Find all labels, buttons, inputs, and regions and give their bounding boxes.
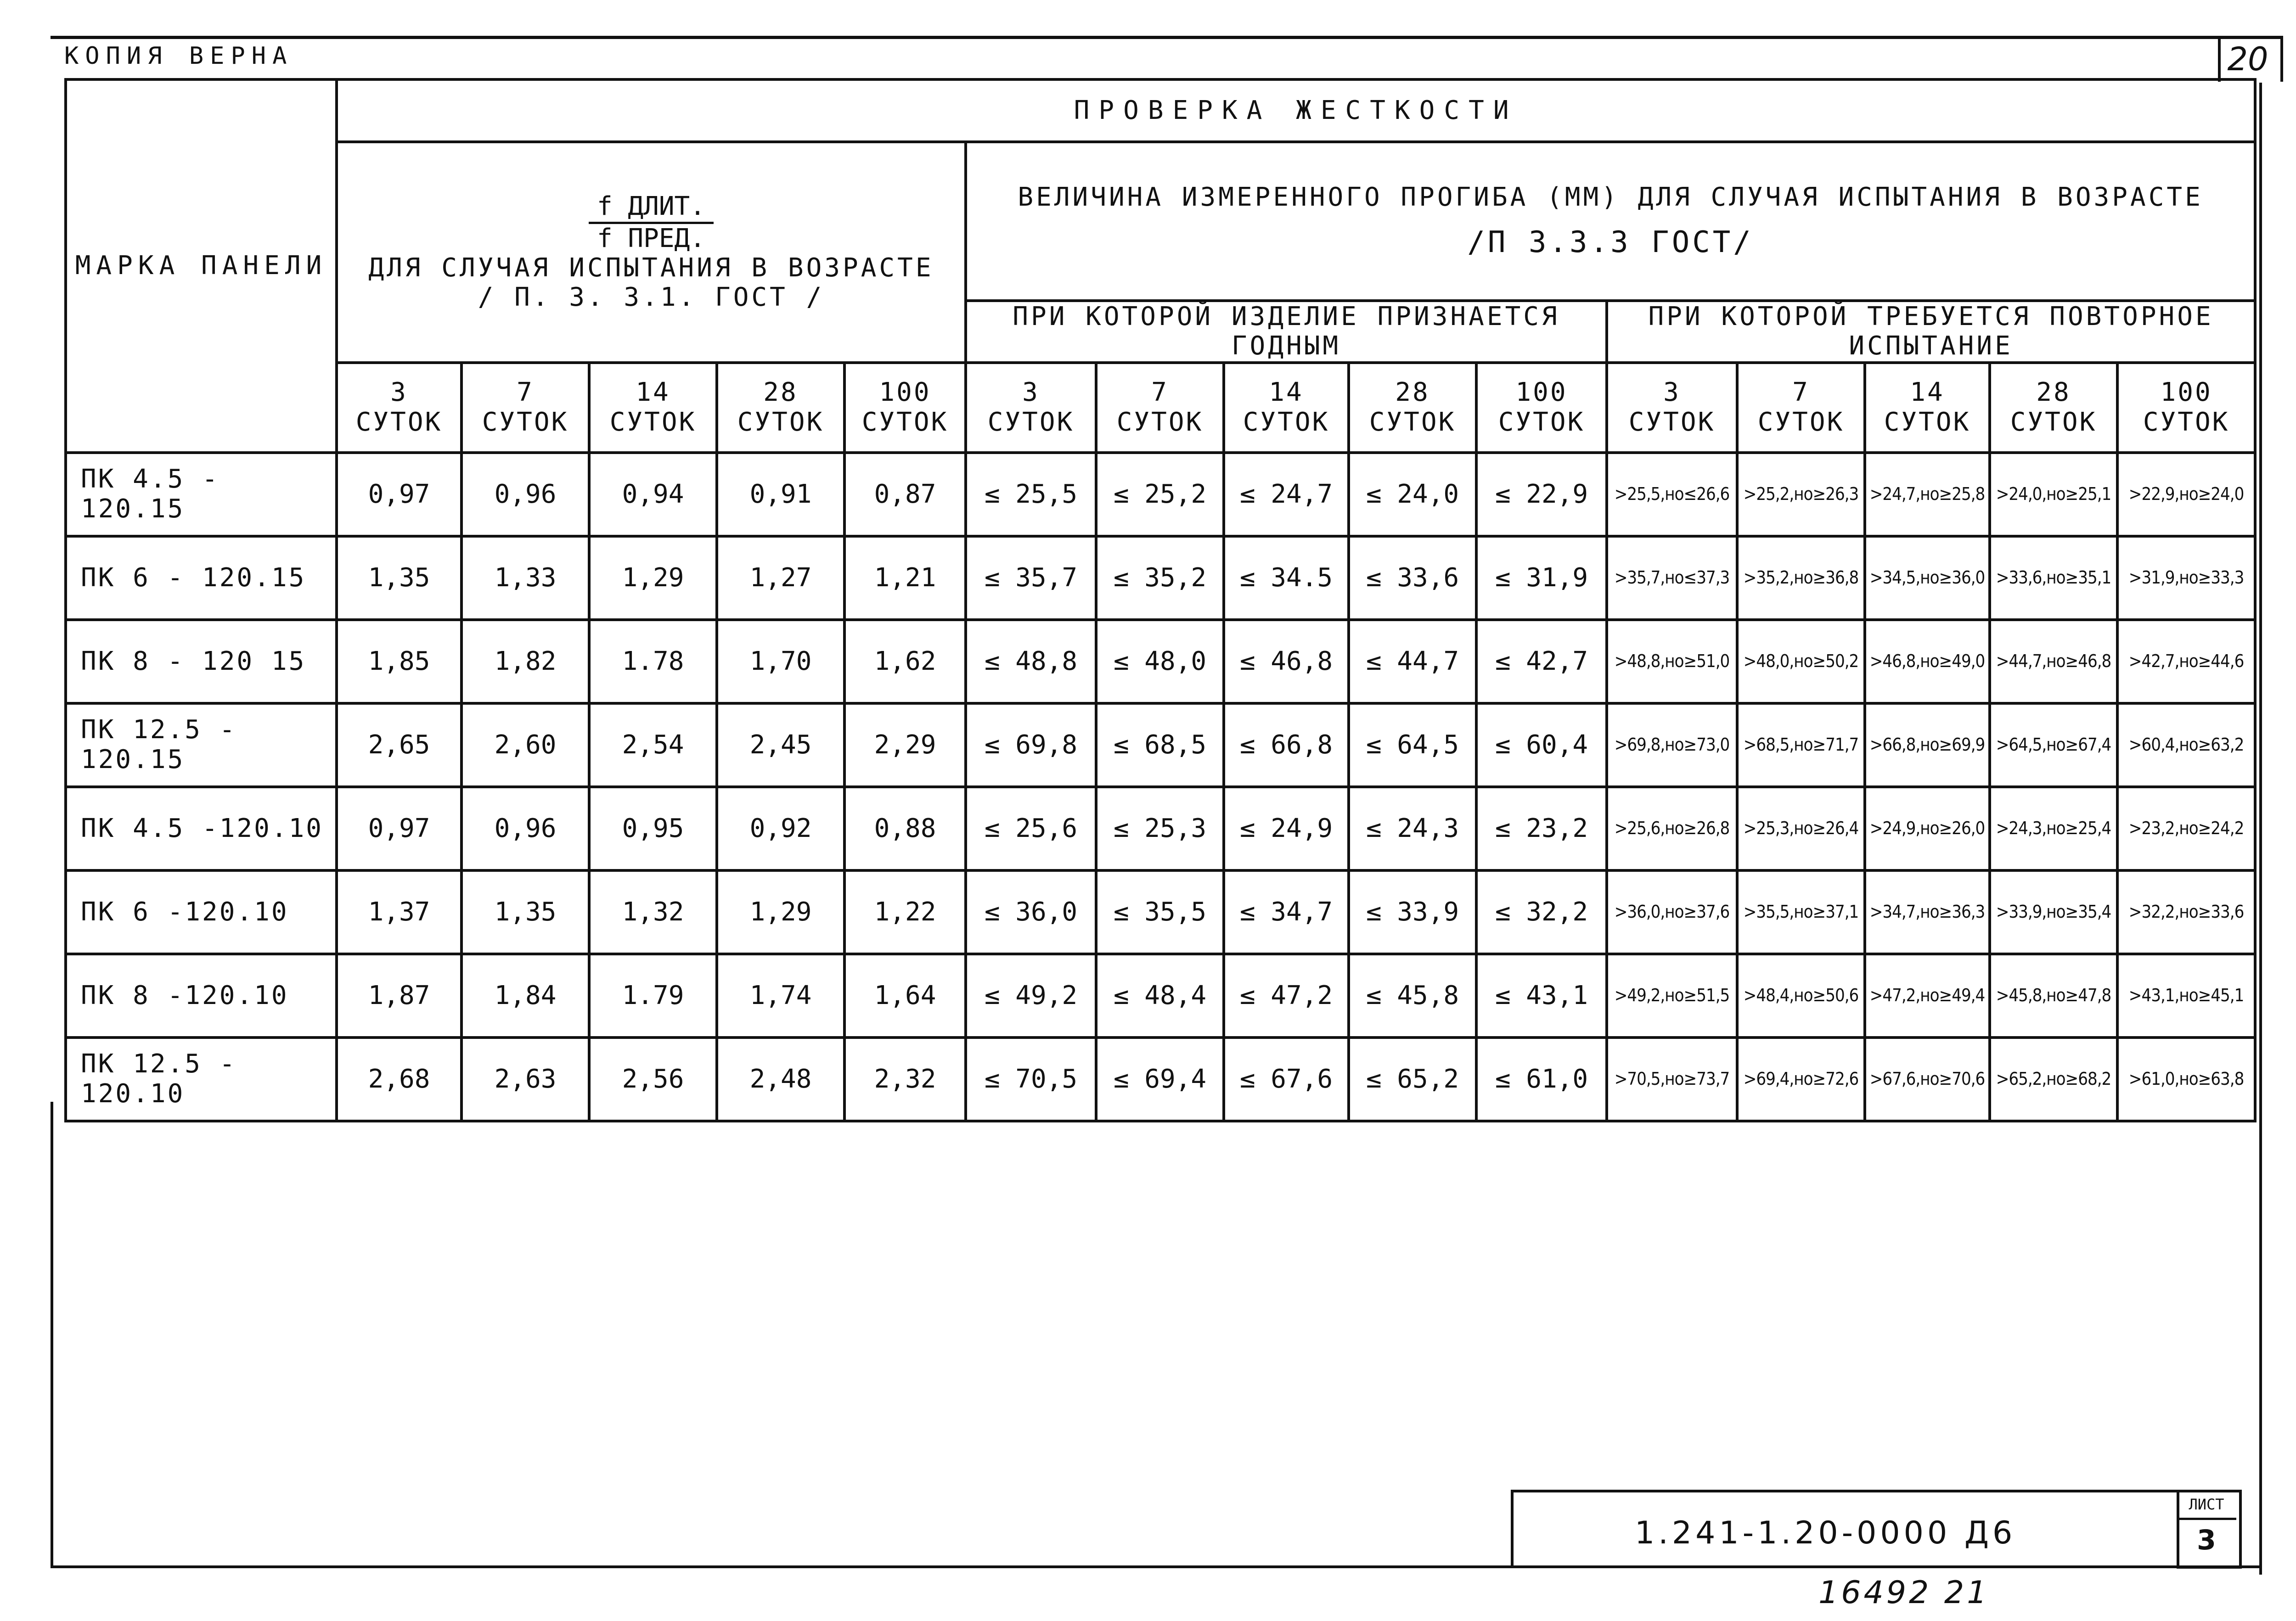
fit-cell: ≤ 47,2 [1224, 954, 1349, 1038]
fit-cell: ≤ 32,2 [1476, 870, 1607, 954]
fit-cell: ≤ 49,2 [966, 954, 1096, 1038]
day-header-cell [717, 363, 844, 453]
ratio-denominator: f ПРЕД. [597, 223, 705, 253]
table-row [66, 536, 2255, 620]
ratio-cell: 1,22 [844, 870, 966, 954]
ratio-cell: 0,92 [717, 787, 844, 870]
ratio-cell: 2,48 [717, 1038, 844, 1121]
day-number: 14 [1269, 377, 1304, 408]
fit-cell: ≤ 31,9 [1476, 536, 1607, 620]
ratio-cell: 0,96 [461, 787, 589, 870]
retest-cell: >43,1,но≥45,1 [2117, 954, 2255, 1038]
ratio-cell: 1,70 [717, 620, 844, 703]
ratio-cell: 1,29 [717, 870, 844, 954]
fit-cell: ≤ 24,3 [1349, 787, 1476, 870]
ratio-cell: 0,97 [337, 453, 461, 536]
retest-cell: >67,6,но≥70,6 [1865, 1038, 1990, 1121]
day-number: 14 [636, 377, 670, 408]
day-number: 28 [2036, 377, 2071, 408]
day-header-cell [1737, 363, 1865, 453]
day-header-cell [461, 363, 589, 453]
ratio-cell: 1,85 [337, 620, 461, 703]
fit-cell: ≤ 68,5 [1096, 703, 1224, 787]
ratio-cell: 2,29 [844, 703, 966, 787]
deflection-title: ВЕЛИЧИНА ИЗМЕРЕННОГО ПРОГИБА (ММ) ДЛЯ СЛУЧАЯ ИСПЫТАНИЯ В ВОЗРАСТЕ [1018, 182, 2203, 212]
ratio-cell: 0,97 [337, 787, 461, 870]
retest-cell: >24,9,но≥26,0 [1865, 787, 1990, 870]
ratio-cell: 0,87 [844, 453, 966, 536]
retest-cell: >25,3,но≥26,4 [1737, 787, 1865, 870]
ratio-cell: 0,94 [589, 453, 717, 536]
retest-cell: >33,6,но≥35,1 [1990, 536, 2117, 620]
day-header-cell [337, 363, 461, 453]
day-unit: СУТОК [609, 407, 697, 437]
retest-cell: >70,5,но≥73,7 [1607, 1038, 1737, 1121]
page-number: 20 [2227, 40, 2268, 78]
ratio-cell: 1,35 [337, 536, 461, 620]
ratio-fraction [589, 192, 714, 253]
retest-cell: >24,3,но≥25,4 [1990, 787, 2117, 870]
retest-cell: >48,8,но≥51,0 [1607, 620, 1737, 703]
stiffness-title: ПРОВЕРКА ЖЕСТКОСТИ [337, 79, 2255, 142]
group-fit-header: ПРИ КОТОРОЙ ИЗДЕЛИЕ ПРИЗНАЕТСЯ ГОДНЫМ [966, 301, 1607, 363]
ratio-cell: 1.79 [589, 954, 717, 1038]
table-row [66, 453, 2255, 536]
retest-cell: >65,2,но≥68,2 [1990, 1038, 2117, 1121]
ratio-numerator: f ДЛИТ. [589, 192, 714, 224]
day-number: 7 [1792, 377, 1810, 408]
day-header-cell [589, 363, 717, 453]
day-unit: СУТОК [482, 407, 569, 437]
fit-cell: ≤ 34.5 [1224, 536, 1349, 620]
ratio-cell: 1,87 [337, 954, 461, 1038]
fit-cell: ≤ 69,4 [1096, 1038, 1224, 1121]
fit-cell: ≤ 22,9 [1476, 453, 1607, 536]
sheet-number: 3 [2197, 1524, 2216, 1556]
ratio-cell: 2,45 [717, 703, 844, 787]
fit-cell: ≤ 48,4 [1096, 954, 1224, 1038]
ratio-cell: 1,35 [461, 870, 589, 954]
retest-cell: >24,0,но≥25,1 [1990, 453, 2117, 536]
day-number: 100 [879, 377, 931, 408]
ratio-cell: 2,65 [337, 703, 461, 787]
retest-cell: >25,2,но≥26,3 [1737, 453, 1865, 536]
day-number: 28 [763, 377, 798, 408]
stiffness-table [64, 78, 2257, 1122]
day-number: 7 [517, 377, 534, 408]
fit-cell: ≤ 34,7 [1224, 870, 1349, 954]
ratio-cell: 1,32 [589, 870, 717, 954]
frame-left-border [51, 1102, 53, 1565]
retest-cell: >31,9,но≥33,3 [2117, 536, 2255, 620]
ratio-cell: 1,21 [844, 536, 966, 620]
fit-cell: ≤ 33,6 [1349, 536, 1476, 620]
day-number: 100 [1515, 377, 1568, 408]
fit-cell: ≤ 36,0 [966, 870, 1096, 954]
document-code: 1.241-1.20-0000 Д6 [1635, 1515, 2016, 1551]
copy-note: КОПИЯ ВЕРНА [64, 42, 293, 70]
day-header-cell [966, 363, 1096, 453]
sheet-label: ЛИСТ [2177, 1491, 2236, 1520]
retest-cell: >49,2,но≥51,5 [1607, 954, 1737, 1038]
day-unit: СУТОК [987, 407, 1075, 437]
ratio-cell: 2,32 [844, 1038, 966, 1121]
fit-cell: ≤ 24,7 [1224, 453, 1349, 536]
retest-cell: >45,8,но≥47,8 [1990, 954, 2117, 1038]
retest-cell: >35,5,но≥37,1 [1737, 870, 1865, 954]
day-unit: СУТОК [2143, 407, 2230, 437]
fit-cell: ≤ 24,9 [1224, 787, 1349, 870]
day-header-row [66, 363, 2255, 453]
fit-cell: ≤ 42,7 [1476, 620, 1607, 703]
ratio-cell: 2,56 [589, 1038, 717, 1121]
ratio-header [337, 142, 966, 363]
fit-cell: ≤ 69,8 [966, 703, 1096, 787]
panel-mark-cell: ПК 6 -120.10 [66, 870, 337, 954]
fit-cell: ≤ 60,4 [1476, 703, 1607, 787]
panel-mark-cell: ПК 6 - 120.15 [66, 536, 337, 620]
table-row [66, 703, 2255, 787]
retest-cell: >68,5,но≥71,7 [1737, 703, 1865, 787]
panel-mark-cell: ПК 8 -120.10 [66, 954, 337, 1038]
panel-mark-cell: ПК 4.5 - 120.15 [66, 453, 337, 536]
fit-cell: ≤ 25,5 [966, 453, 1096, 536]
retest-cell: >25,5,но≤26,6 [1607, 453, 1737, 536]
frame-right-border [2259, 83, 2262, 1575]
fit-cell: ≤ 45,8 [1349, 954, 1476, 1038]
ratio-cell: 1.78 [589, 620, 717, 703]
retest-cell: >48,4,но≥50,6 [1737, 954, 1865, 1038]
day-header-cell [1476, 363, 1607, 453]
ratio-cell: 2,63 [461, 1038, 589, 1121]
fit-cell: ≤ 61,0 [1476, 1038, 1607, 1121]
fit-cell: ≤ 35,5 [1096, 870, 1224, 954]
retest-cell: >35,2,но≥36,8 [1737, 536, 1865, 620]
fit-cell: ≤ 67,6 [1224, 1038, 1349, 1121]
fit-cell: ≤ 46,8 [1224, 620, 1349, 703]
retest-cell: >22,9,но≥24,0 [2117, 453, 2255, 536]
fit-cell: ≤ 66,8 [1224, 703, 1349, 787]
retest-cell: >60,4,но≥63,2 [2117, 703, 2255, 787]
table-row [66, 1038, 2255, 1121]
retest-cell: >24,7,но≥25,8 [1865, 453, 1990, 536]
table-row [66, 870, 2255, 954]
ratio-cell: 1,33 [461, 536, 589, 620]
day-number: 3 [390, 377, 408, 408]
day-unit: СУТОК [1498, 407, 1585, 437]
day-number: 28 [1395, 377, 1430, 408]
fit-cell: ≤ 48,8 [966, 620, 1096, 703]
deflection-reference: /П 3.3.3 ГОСТ/ [1467, 225, 1754, 260]
ratio-reference: / П. 3. 3.1. ГОСТ / [478, 282, 825, 313]
ratio-cell: 1,74 [717, 954, 844, 1038]
ratio-cell: 2,68 [337, 1038, 461, 1121]
fit-cell: ≤ 25,2 [1096, 453, 1224, 536]
ratio-cell: 2,60 [461, 703, 589, 787]
day-header-cell [844, 363, 966, 453]
retest-cell: >32,2,но≥33,6 [2117, 870, 2255, 954]
panel-mark-cell: ПК 8 - 120 15 [66, 620, 337, 703]
day-number: 3 [1022, 377, 1040, 408]
retest-cell: >48,0,но≥50,2 [1737, 620, 1865, 703]
retest-cell: >35,7,но≤37,3 [1607, 536, 1737, 620]
fit-cell: ≤ 70,5 [966, 1038, 1096, 1121]
panel-mark-cell: ПК 12.5 - 120.15 [66, 703, 337, 787]
table-row [66, 954, 2255, 1038]
table-row [66, 787, 2255, 870]
retest-cell: >36,0,но≥37,6 [1607, 870, 1737, 954]
day-unit: СУТОК [1628, 407, 1716, 437]
fit-cell: ≤ 25,6 [966, 787, 1096, 870]
archive-number: 16492 21 [1818, 1575, 1990, 1611]
table-body [66, 453, 2255, 1121]
retest-cell: >44,7,но≥46,8 [1990, 620, 2117, 703]
day-number: 7 [1151, 377, 1169, 408]
day-header-cell [1224, 363, 1349, 453]
fit-cell: ≤ 33,9 [1349, 870, 1476, 954]
fit-cell: ≤ 65,2 [1349, 1038, 1476, 1121]
mark-header: МАРКА ПАНЕЛИ [66, 79, 337, 453]
ratio-cell: 0,96 [461, 453, 589, 536]
ratio-cell: 1,37 [337, 870, 461, 954]
retest-cell: >42,7,но≥44,6 [2117, 620, 2255, 703]
fit-cell: ≤ 24,0 [1349, 453, 1476, 536]
retest-cell: >61,0,но≥63,8 [2117, 1038, 2255, 1121]
fit-cell: ≤ 43,1 [1476, 954, 1607, 1038]
day-unit: СУТОК [737, 407, 824, 437]
fit-cell: ≤ 48,0 [1096, 620, 1224, 703]
ratio-cell: 0,95 [589, 787, 717, 870]
day-header-cell [1607, 363, 1737, 453]
day-header-cell [2117, 363, 2255, 453]
group-retest-header: ПРИ КОТОРОЙ ТРЕБУЕТСЯ ПОВТОРНОЕ ИСПЫТАНИЕ [1607, 301, 2255, 363]
day-unit: СУТОК [861, 407, 949, 437]
day-number: 14 [1910, 377, 1945, 408]
retest-cell: >46,8,но≥49,0 [1865, 620, 1990, 703]
day-number: 3 [1663, 377, 1681, 408]
ratio-cell: 1,27 [717, 536, 844, 620]
retest-cell: >33,9,но≥35,4 [1990, 870, 2117, 954]
day-unit: СУТОК [1757, 407, 1845, 437]
ratio-cell: 1,82 [461, 620, 589, 703]
fit-cell: ≤ 23,2 [1476, 787, 1607, 870]
day-header-cell [1990, 363, 2117, 453]
retest-cell: >69,8,но≥73,0 [1607, 703, 1737, 787]
fit-cell: ≤ 35,7 [966, 536, 1096, 620]
day-header-cell [1865, 363, 1990, 453]
ratio-caption: ДЛЯ СЛУЧАЯ ИСПЫТАНИЯ В ВОЗРАСТЕ [368, 252, 934, 283]
panel-mark-cell: ПК 12.5 - 120.10 [66, 1038, 337, 1121]
ratio-cell: 1,64 [844, 954, 966, 1038]
day-header-cell [1349, 363, 1476, 453]
ratio-cell: 1,29 [589, 536, 717, 620]
day-unit: СУТОК [2010, 407, 2097, 437]
ratio-cell: 0,91 [717, 453, 844, 536]
table-row [66, 620, 2255, 703]
fit-cell: ≤ 25,3 [1096, 787, 1224, 870]
retest-cell: >34,5,но≥36,0 [1865, 536, 1990, 620]
day-unit: СУТОК [1369, 407, 1456, 437]
day-unit: СУТОК [1884, 407, 1971, 437]
ratio-cell: 1,84 [461, 954, 589, 1038]
day-header-cell [1096, 363, 1224, 453]
ratio-cell: 1,62 [844, 620, 966, 703]
fit-cell: ≤ 64,5 [1349, 703, 1476, 787]
retest-cell: >66,8,но≥69,9 [1865, 703, 1990, 787]
ratio-cell: 0,88 [844, 787, 966, 870]
ratio-cell: 2,54 [589, 703, 717, 787]
day-unit: СУТОК [355, 407, 443, 437]
retest-cell: >69,4,но≥72,6 [1737, 1038, 1865, 1121]
panel-mark-cell: ПК 4.5 -120.10 [66, 787, 337, 870]
sheet-top-border [51, 36, 2282, 39]
fit-cell: ≤ 44,7 [1349, 620, 1476, 703]
fit-cell: ≤ 35,2 [1096, 536, 1224, 620]
day-unit: СУТОК [1243, 407, 1330, 437]
retest-cell: >34,7,но≥36,3 [1865, 870, 1990, 954]
retest-cell: >25,6,но≥26,8 [1607, 787, 1737, 870]
day-unit: СУТОК [1116, 407, 1204, 437]
day-number: 100 [2160, 377, 2212, 408]
retest-cell: >23,2,но≥24,2 [2117, 787, 2255, 870]
retest-cell: >47,2,но≥49,4 [1865, 954, 1990, 1038]
deflection-header [966, 142, 2255, 301]
retest-cell: >64,5,но≥67,4 [1990, 703, 2117, 787]
